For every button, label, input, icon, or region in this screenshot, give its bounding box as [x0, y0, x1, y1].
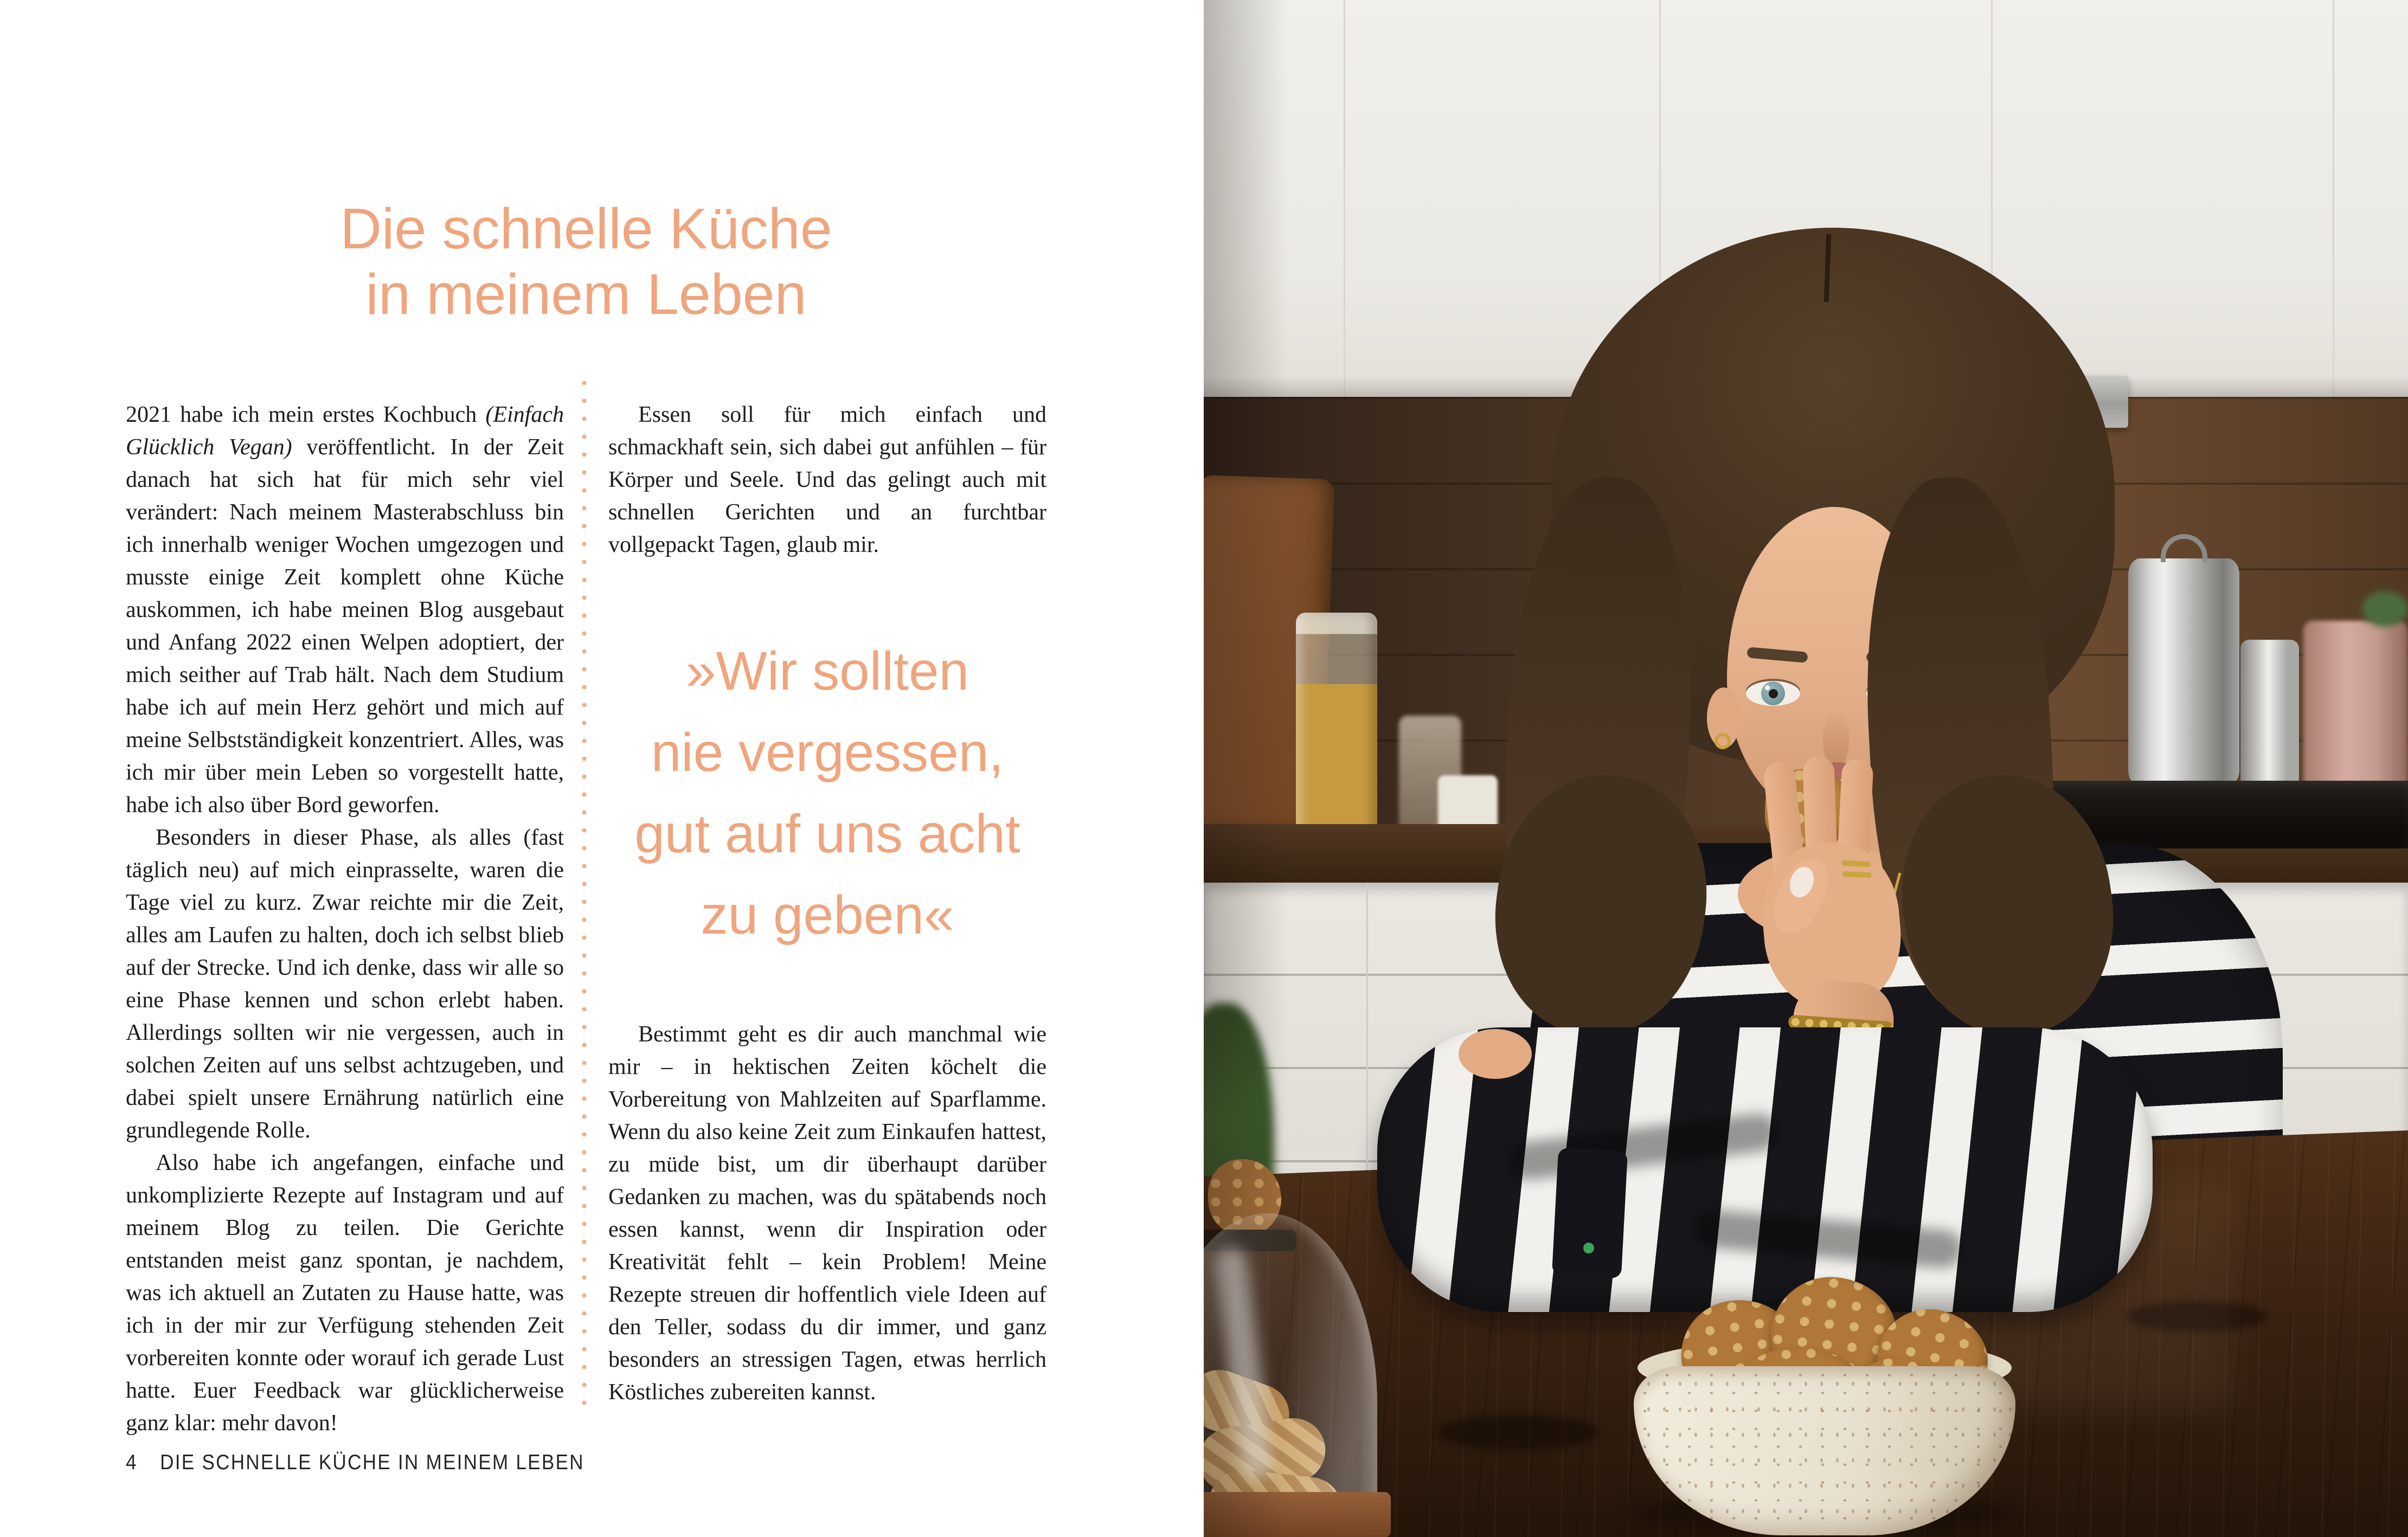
kitchen-photo [1204, 0, 2408, 1537]
page-title-line1: Die schnelle Küche [340, 197, 832, 261]
phone-logo-dot [1583, 1243, 1594, 1253]
pupil [1769, 689, 1778, 698]
page-title [126, 196, 1046, 327]
paragraph-1-text-cont: veröffentlicht. In der Zeit danach hat sich hat für mich sehr viel verändert: Nach meinem Masterabschluss bin ich innerhalb weniger Wochen umgezogen und musste einige Zeit komplett ohne Küche auskommen, ich habe meinen Blog ausgebaut und Anfang 2022 einen Welpen adoptiert, der mich seither auf Trab hält. Nach dem Studium habe ich auf mein Herz gehört und mich auf meine Selbstständigkeit konzentriert. Alles, was ich mir über mein Leben so vorgestellt hatte, habe ich also über Bord geworfen. [126, 435, 564, 818]
text-column-2 [608, 398, 1046, 1429]
steel-canister-small [2240, 640, 2299, 787]
text-column-1 [126, 398, 564, 1439]
resting-hand [1459, 1029, 1532, 1079]
book-title-italic: (Einfach Glücklich Vegan) [126, 402, 564, 460]
paragraph-2: Besonders in dieser Phase, als alles (fast täglich neu) auf mich einprasselte, waren die Tage viel zu kurz. Zwar reichte mir die Zeit, alles am Laufen zu halten, doch ich selbst blieb auf der Strecke. Und ich denke, dass wir alle so eine Phase kennen und schon erlebt haben. Allerdings sollten wir nie vergessen, auch in solchen Zeiten auf uns selbst achtzugeben, und dabei spielt unsere Ernährung natürlich eine grundlegende Rolle. [126, 825, 564, 1143]
pull-quote [598, 631, 1057, 956]
copper-containers [2303, 621, 2408, 794]
paragraph-1-text: 2021 habe ich mein erstes Kochbuch [126, 402, 486, 427]
paragraph-4: Essen soll für mich einfach und schmackhaft sein, sich dabei gut anfühlen – für Körper und Seele. Und das gelingt auch mit schnellen Gerichten und an furchtbar vollgepackt Tagen, glaub mir. [608, 402, 1046, 557]
pull-quote-line2: nie vergessen, [651, 722, 1004, 783]
paragraph-5: Bestimmt geht es dir auch manchmal wie mir – in hektischen Zeiten köchelt die Vorbereitung von Mahlzeiten auf Sparflamme. Wenn du also keine Zeit zum Einkaufen hattest, zu müde bist, um dir überhaupt darüber Gedanken zu machen, was du spätabends noch essen kannst, wenn dir Inspiration oder Kreativität fehlt – kein Problem! Meine Rezepte streuen dir hoffentlich viele Ideen auf den Teller, sodass du dir immer, und ganz besonders an stressigen Tagen, etwas herrlich Köstliches zubereiten kannst. [608, 1022, 1046, 1405]
phone [1552, 1148, 1628, 1278]
dotted-column-divider [582, 374, 587, 1416]
page-footer [126, 1451, 585, 1475]
paragraph-1 [126, 398, 564, 821]
pasta-jar [1296, 613, 1377, 851]
cabinet-seam [1344, 0, 1345, 397]
pull-quote-line4: zu geben« [701, 885, 954, 946]
cabinet-seam [2333, 0, 2334, 397]
page-title-line2: in meinem Leben [365, 262, 807, 326]
wood-knot [1437, 1415, 1600, 1450]
gold-earring [1715, 733, 1731, 749]
lower-cabinet-seam [1366, 883, 1368, 1178]
cloche-wood-base [1204, 1492, 1391, 1537]
pull-quote-line1: »Wir sollten [685, 641, 969, 702]
running-title: DIE SCHNELLE KÜCHE IN MEINEM LEBEN [160, 1451, 585, 1474]
eye-highlight [1765, 685, 1770, 690]
paragraph-3: Also habe ich angefangen, einfache und unkomplizierte Rezepte auf Instagram und auf meinem Blog zu teilen. Die Gerichte entstanden meist ganz spontan, je nachdem, was ich aktuell an Zutaten zu Hause hatte, was ich in der mir zur Verfügung stehenden Zeit vorbereiten konnte oder worauf ich gerade Lust hatte. Euer Feedback war glücklicherweise ganz klar: mehr davon! [126, 1150, 564, 1436]
steel-canister-large [2128, 558, 2239, 786]
green-sprig [2362, 591, 2408, 627]
left-eye [1746, 681, 1800, 706]
page-number: 4 [126, 1451, 138, 1474]
pull-quote-line3: gut auf uns acht [634, 803, 1020, 864]
